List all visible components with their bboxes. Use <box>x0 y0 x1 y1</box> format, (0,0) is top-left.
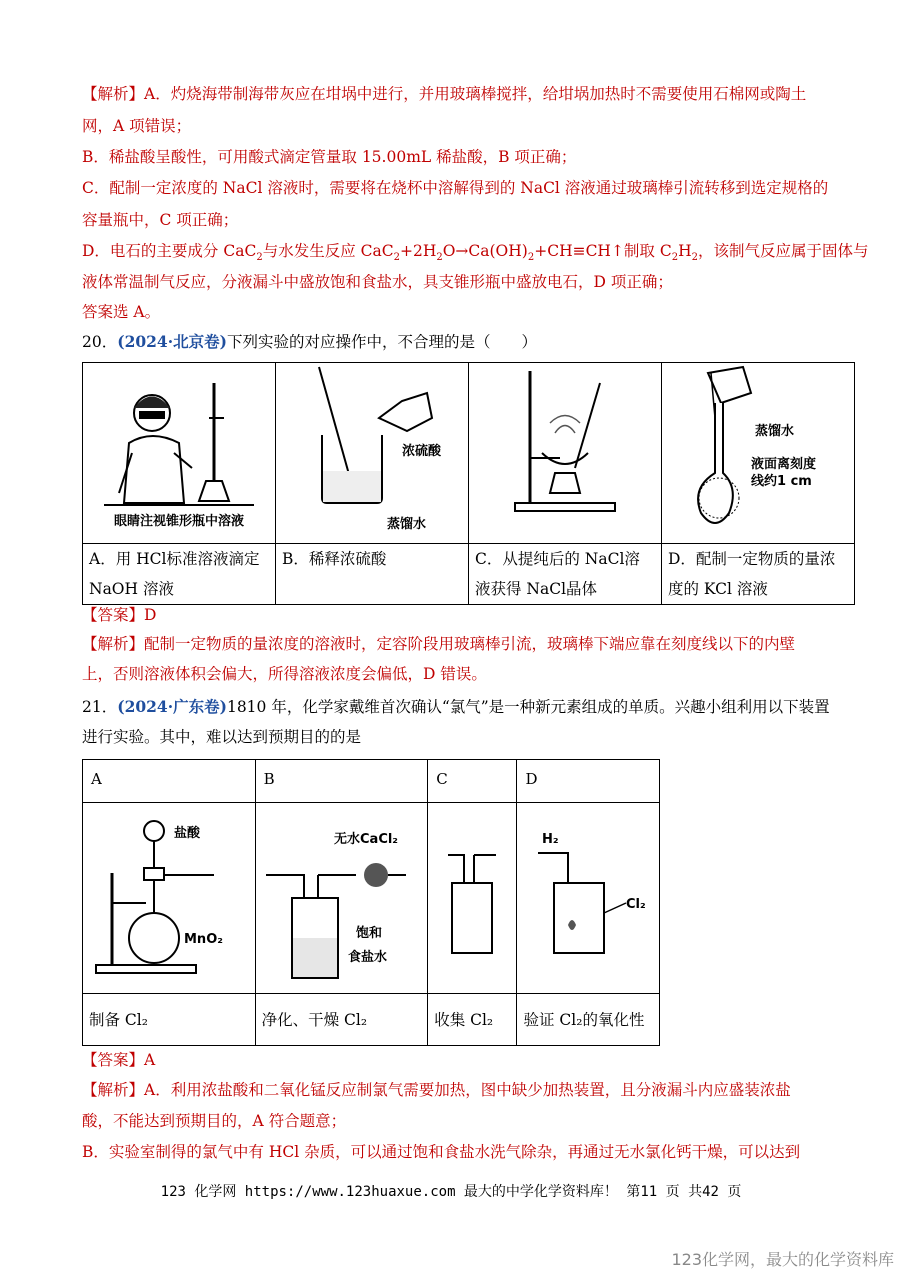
analysis-line: 网，A 项错误； <box>82 117 192 135</box>
figure-label: 浓硫酸 <box>402 444 442 459</box>
question-stem-cont: 进行实验。其中，难以达到预期目的的是 <box>82 728 362 746</box>
figure-label: 蒸馏水 <box>755 424 795 439</box>
caption-d: 验证 Cl₂的氧化性 <box>517 994 660 1046</box>
question-text: 下列实验的对应操作中，不合理的是（ ） <box>226 333 537 351</box>
apparatus-a <box>83 803 256 994</box>
analysis-line: 上，否则溶液体积会偏大，所得溶液浓度会偏低，D 错误。 <box>82 665 487 683</box>
question-stem <box>82 697 830 717</box>
figure-caption: 眼睛注视锥形瓶中溶液 <box>113 514 245 529</box>
question-number: 21． <box>82 698 118 716</box>
answer-line: 答案选 A。 <box>82 303 161 321</box>
col-header: C <box>428 760 517 803</box>
apparatus-b <box>255 803 428 994</box>
col-header: B <box>255 760 428 803</box>
option-b-figure <box>276 363 469 544</box>
option-d-text <box>662 544 855 605</box>
col-header: D <box>517 760 660 803</box>
page-footer: 123 化学网 https://www.123huaxue.com 最大的中学化学资料库！ 第11 页 共42 页 <box>160 1184 742 1200</box>
caption-a: 制备 Cl₂ <box>83 994 256 1046</box>
text-run: D．电石的主要成分 CaC <box>82 242 257 260</box>
titration-illustration <box>84 363 274 539</box>
analysis-line: 容量瓶中，C 项正确； <box>82 211 239 229</box>
option-line: 度的 KCl 溶液 <box>668 580 768 598</box>
analysis-line: 液体常温制气反应，分液漏斗中盛放饱和食盐水，具支锥形瓶中盛放电石，D 项正确； <box>82 273 673 291</box>
text-run: +CH≡CH↑制取 C <box>534 242 672 260</box>
figure-label: 液面离刻度 <box>751 457 817 472</box>
subscript: 2 <box>256 252 263 264</box>
figure-label: 线约1 cm <box>751 474 812 489</box>
watermark: 123化学网，最大的化学资料库 <box>671 1250 894 1269</box>
col-header: A <box>83 760 256 803</box>
text-run: O→Ca(OH) <box>442 242 528 260</box>
figure-label: 蒸馏水 <box>387 517 427 532</box>
analysis-line: 【解析】配制一定物质的量浓度的溶液时，定容阶段用玻璃棒引流，玻璃棒下端应靠在刻度线以下的内壁 <box>82 635 796 653</box>
text-run: H <box>678 242 692 260</box>
apparatus-d <box>517 803 660 994</box>
option-line: B．稀释浓硫酸 <box>282 550 387 568</box>
figure-label: Cl₂ <box>625 897 646 912</box>
figure-label: H₂ <box>541 832 559 847</box>
analysis-line: 【解析】A．灼烧海带制海带灰应在坩埚中进行，并用玻璃棒搅拌，给坩埚加热时不需要使用石棉网或陶土 <box>82 85 807 103</box>
figure-label: 无水CaCl₂ <box>334 832 399 847</box>
q20-options-table <box>82 362 855 605</box>
caption-b: 净化、干燥 Cl₂ <box>255 994 428 1046</box>
figure-label: MnO₂ <box>183 932 223 947</box>
option-a-text <box>83 544 276 605</box>
dilution-illustration <box>277 363 467 539</box>
question-text: 1810 年，化学家戴维首次确认“氯气”是一种新元素组成的单质。兴趣小组利用以下装置 <box>226 698 830 716</box>
caption-c: 收集 Cl₂ <box>428 994 517 1046</box>
option-c-text <box>469 544 662 605</box>
analysis-line <box>82 241 869 268</box>
text-run: 与水发生反应 CaC <box>262 242 394 260</box>
analysis-line: B．稀盐酸呈酸性，可用酸式滴定管量取 15.00mL 稀盐酸，B 项正确； <box>82 148 577 166</box>
figure-label: 食盐水 <box>348 950 388 965</box>
volumetric-flask-illustration <box>663 363 853 539</box>
option-line: A．用 HCl标准溶液滴定 <box>89 550 260 568</box>
hydrogen-burning-illustration <box>526 803 651 989</box>
subscript: 2 <box>671 252 679 264</box>
subscript: 2 <box>393 252 400 264</box>
subscript: 2 <box>691 252 699 264</box>
option-c-figure <box>469 363 662 544</box>
figure-label: 盐酸 <box>173 826 200 841</box>
analysis-line: 【解析】A．利用浓盐酸和二氧化锰反应制氯气需要加热，图中缺少加热装置，且分液漏斗内应盛装浓盐 <box>82 1081 791 1099</box>
option-a-figure <box>83 363 276 544</box>
q21-apparatus-table <box>82 759 660 1046</box>
figure-label: 饱和 <box>356 926 383 941</box>
option-d-figure <box>662 363 855 544</box>
analysis-line: 酸，不能达到预期目的，A 符合题意； <box>82 1112 347 1130</box>
subscript: 2 <box>436 252 443 264</box>
option-line: NaOH 溶液 <box>89 580 174 598</box>
gas-collection-illustration <box>436 803 508 989</box>
text-run: ，该制气反应属于固体与 <box>698 242 869 260</box>
gas-washing-illustration <box>256 803 426 989</box>
evaporation-illustration <box>470 363 660 539</box>
question-source: (2024·北京卷) <box>117 332 227 351</box>
text-run: +2H <box>399 242 437 260</box>
question-stem <box>82 332 537 352</box>
option-b-text <box>276 544 469 605</box>
apparatus-c <box>428 803 517 994</box>
analysis-line: C．配制一定浓度的 NaCl 溶液时，需要将在烧杯中溶解得到的 NaCl 溶液通过玻璃棒引流转移到选定规格的 <box>82 179 829 197</box>
option-line: C．从提纯后的 NaCl溶 <box>475 550 640 568</box>
option-line: D．配制一定物质的量浓 <box>668 550 836 568</box>
analysis-line: B．实验室制得的氯气中有 HCl 杂质，可以通过饱和食盐水洗气除杂，再通过无水氯化钙干燥，可以达到 <box>82 1143 801 1161</box>
question-source: (2024·广东卷) <box>117 697 227 716</box>
answer-line: 【答案】D <box>82 606 157 624</box>
question-number: 20． <box>82 333 118 351</box>
chlorine-generator-illustration <box>84 803 254 989</box>
answer-line: 【答案】A <box>82 1051 156 1069</box>
subscript: 2 <box>527 252 535 264</box>
option-line: 液获得 NaCl晶体 <box>475 580 598 598</box>
